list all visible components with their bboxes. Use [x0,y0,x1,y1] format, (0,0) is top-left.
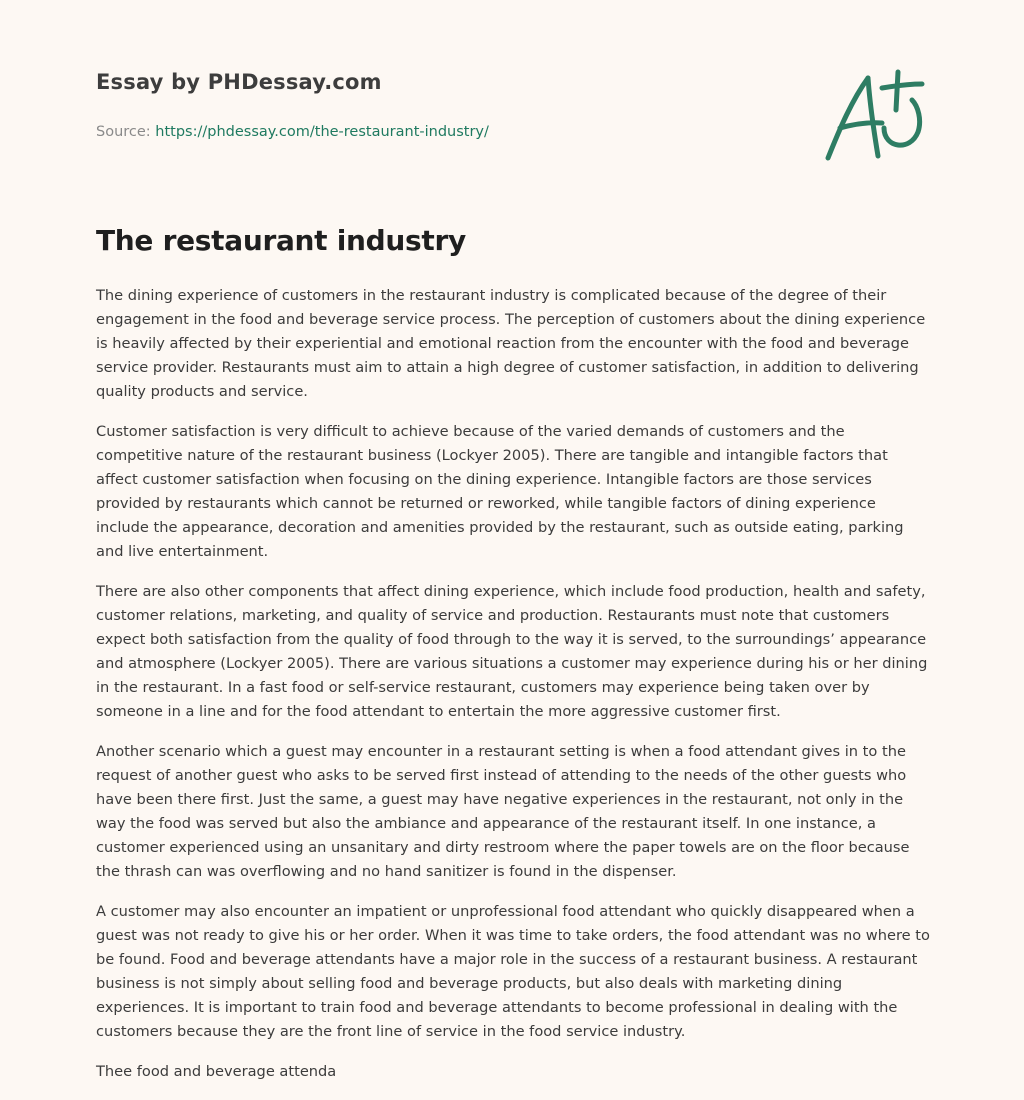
article-paragraph: Customer satisfaction is very difficult to achieve because of the varied demands of customers and the competitive nature of the restaurant business (Lockyer 2005). There are tangible and intangible factors that affect customer satisfaction when focusing on the dining experience. Intangible factors are those services provided by restaurants which cannot be returned or reworked, while tangible factors of dining experience include the appearance, decoration and amenities provided by the restaurant, such as outside eating, parking and live entertainment. [96,423,904,560]
article-paragraph: There are also other components that affect dining experience, which include food production, health and safety, customer relations, marketing, and quality of service and production. Restaurants must note that customers expect both satisfaction from the quality of food through to the way it is served, to the surroundings’ appearance and atmosphere (Lockyer 2005). There are various situations a customer may experience during his or her dining in the restaurant. In a fast food or self-service restaurant, customers may experience being taken over by someone in a line and for the food attendant to entertain the more aggressive customer first. [96,583,928,720]
source-link[interactable]: https://phdessay.com/the-restaurant-industry/ [155,124,489,140]
site-header [96,70,796,94]
article-body [96,284,932,1100]
a-plus-grade-icon [818,66,930,166]
article-title: The restaurant industry [96,224,466,257]
site-brand: Essay by PHDessay.com [96,70,382,94]
source-line [96,124,489,140]
article-paragraph: A customer may also encounter an impatient or unprofessional food attendant who quickly disappeared when a guest was not ready to give his or her order. When it was time to take orders, the food attendant was no where to be found. Food and beverage attendants have a major role in the success of a restaurant business. A restaurant business is not simply about selling food and beverage products, but also deals with marketing dining experiences. It is important to train food and beverage attendants to become professional in dealing with the customers because they are the front line of service in the food service industry. [96,903,930,1040]
article-paragraph: The dining experience of customers in the restaurant industry is complicated because of the degree of their engagement in the food and beverage service process. The perception of customers about the dining experience is heavily affected by their experiential and emotional reaction from the encounter with the food and beverage service provider. Restaurants must aim to attain a high degree of customer satisfaction, in addition to delivering quality products and service. [96,287,926,400]
article-paragraph: Another scenario which a guest may encounter in a restaurant setting is when a food attendant gives in to the request of another guest who asks to be served first instead of attending to the needs of the other guests who have been there first. Just the same, a guest may have negative experiences in the restaurant, not only in the way the food was served but also the ambiance and appearance of the restaurant itself. In one instance, a customer experienced using an unsanitary and dirty restroom where the paper towels are on the floor because the thrash can was overflowing and no hand sanitizer is found in the dispenser. [96,743,910,880]
source-label: Source: [96,124,151,140]
article-paragraph-truncated: Thee food and beverage attenda [96,1063,337,1080]
